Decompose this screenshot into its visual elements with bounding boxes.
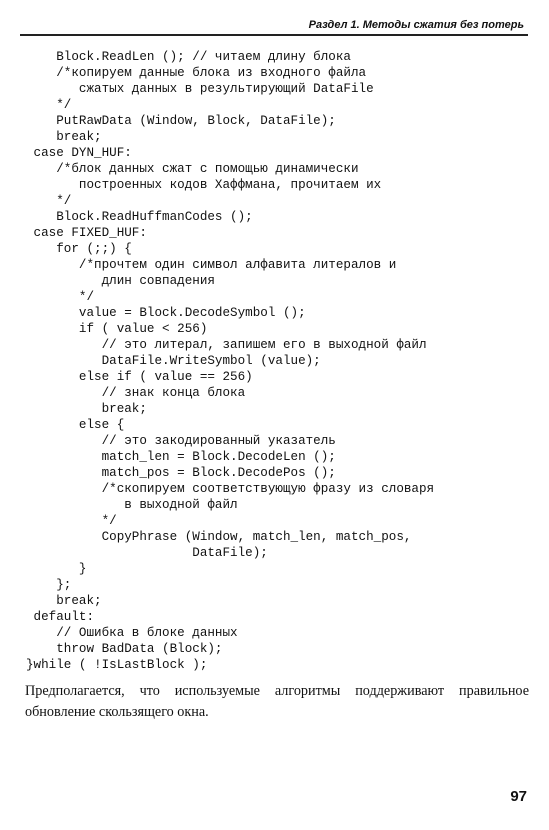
- code-line: break;: [26, 130, 102, 144]
- code-line: */: [26, 98, 72, 112]
- code-line: default:: [26, 610, 95, 624]
- code-line: /*скопируем соответствующую фразу из словаря: [26, 482, 435, 496]
- page-number: 97: [510, 788, 527, 805]
- code-line: match_len = Block.DecodeLen ();: [26, 450, 336, 464]
- code-line: */: [26, 514, 117, 528]
- code-line: if ( value < 256): [26, 322, 208, 336]
- code-line: match_pos = Block.DecodePos ();: [26, 466, 336, 480]
- code-line: /*копируем данные блока из входного файла: [26, 66, 367, 80]
- code-line: DataFile);: [26, 546, 268, 560]
- code-line: // это литерал, запишем его в выходной файл: [26, 338, 427, 352]
- code-line: };: [26, 578, 72, 592]
- code-line: case DYN_HUF:: [26, 146, 132, 160]
- code-line: /*блок данных сжат с помощью динамически: [26, 162, 359, 176]
- code-line: else if ( value == 256): [26, 370, 253, 384]
- code-line: CopyPhrase (Window, match_len, match_pos,: [26, 530, 412, 544]
- code-line: Block.ReadLen (); // читаем длину блока: [26, 50, 351, 64]
- code-line: // знак конца блока: [26, 386, 246, 400]
- code-line: Block.ReadHuffmanCodes ();: [26, 210, 253, 224]
- code-line: throw BadData (Block);: [26, 642, 223, 656]
- code-line: // это закодированный указатель: [26, 434, 336, 448]
- code-line: else {: [26, 418, 125, 432]
- code-line: break;: [26, 402, 147, 416]
- running-title: Раздел 1. Методы сжатия без потерь: [308, 19, 524, 31]
- code-line: */: [26, 290, 95, 304]
- body-paragraph: Предполагается, что используемые алгоритмы поддерживают правильное обновление скользящего окна.: [25, 683, 529, 720]
- code-line: сжатых данных в результирующий DataFile: [26, 82, 374, 96]
- code-line: break;: [26, 594, 102, 608]
- code-line: построенных кодов Хаффмана, прочитаем их: [26, 178, 382, 192]
- code-line: PutRawData (Window, Block, DataFile);: [26, 114, 336, 128]
- code-line: }while ( !IsLastBlock );: [26, 658, 208, 672]
- code-line: */: [26, 194, 72, 208]
- code-line: длин совпадения: [26, 274, 215, 288]
- code-line: DataFile.WriteSymbol (value);: [26, 354, 321, 368]
- code-line: value = Block.DecodeSymbol ();: [26, 306, 306, 320]
- code-line: case FIXED_HUF:: [26, 226, 147, 240]
- code-line: в выходной файл: [26, 498, 238, 512]
- code-listing: [26, 49, 434, 673]
- code-line: // Ошибка в блоке данных: [26, 626, 238, 640]
- running-header: [20, 18, 528, 36]
- code-line: }: [26, 562, 87, 576]
- code-line: for (;;) {: [26, 242, 132, 256]
- code-line: /*прочтем один символ алфавита литералов и: [26, 258, 397, 272]
